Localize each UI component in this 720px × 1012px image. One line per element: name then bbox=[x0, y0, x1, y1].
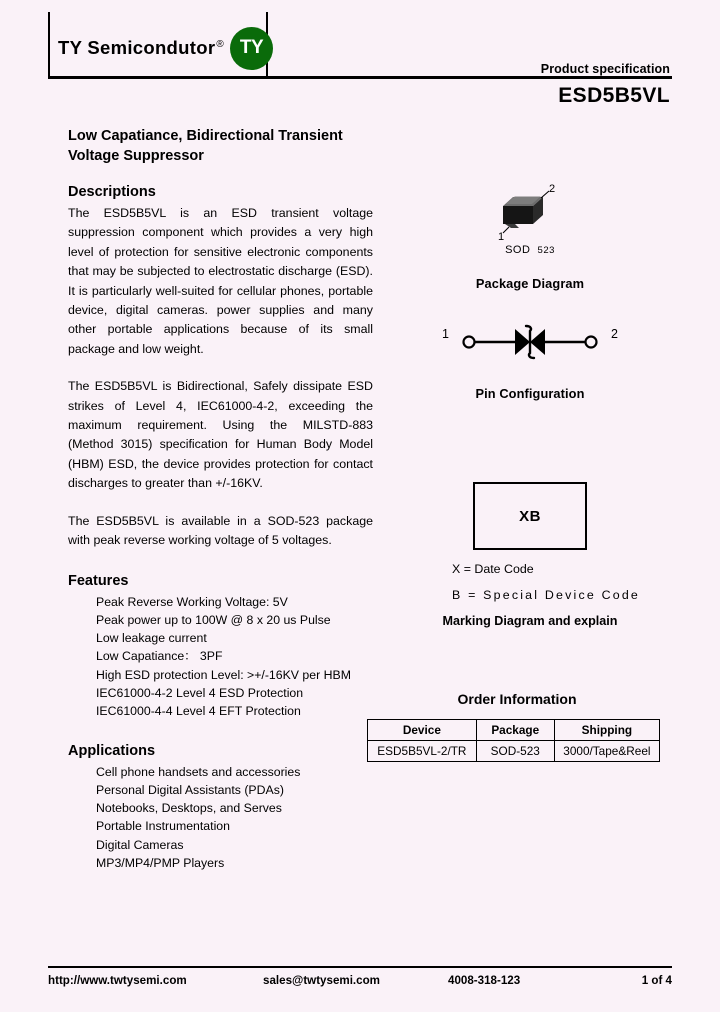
list-item: Low leakage current bbox=[96, 631, 207, 646]
list-item: IEC61000-4-4 Level 4 EFT Protection bbox=[96, 704, 301, 719]
descriptions-heading: Descriptions bbox=[68, 184, 156, 200]
bidirectional-tvs-diode-icon bbox=[442, 318, 618, 366]
logo-badge-icon: TY bbox=[230, 27, 273, 70]
package-name-label: SOD 523 bbox=[505, 244, 555, 256]
applications-list bbox=[68, 763, 373, 873]
list-item: Low Capatiance： 3PF bbox=[96, 649, 223, 664]
sod523-package-icon bbox=[485, 184, 575, 242]
list-item: High ESD protection Level: >+/-16KV per HBM bbox=[96, 667, 351, 682]
svg-text:2: 2 bbox=[549, 184, 556, 195]
order-information-block bbox=[367, 691, 667, 762]
marking-code: XB bbox=[519, 507, 541, 525]
order-information-title: Order Information bbox=[457, 691, 577, 707]
description-paragraph-3: The ESD5B5VL is available in a SOD-523 package with peak reverse working voltage of 5 voltages. bbox=[68, 513, 373, 548]
footer-email-link[interactable]: sales@twtysemi.com bbox=[263, 974, 380, 987]
list-item: Portable Instrumentation bbox=[96, 819, 230, 834]
footer-divider bbox=[48, 966, 672, 968]
table-row bbox=[368, 741, 660, 762]
footer-phone: 4008-318-123 bbox=[448, 974, 521, 987]
list-item: Notebooks, Desktops, and Serves bbox=[96, 801, 282, 816]
marking-code-box bbox=[473, 482, 587, 550]
company-logo bbox=[58, 26, 273, 70]
marking-diagram-block bbox=[380, 482, 680, 628]
list-item: Peak power up to 100W @ 8 x 20 us Pulse bbox=[96, 612, 331, 627]
column-header-device: Device bbox=[368, 720, 477, 741]
description-paragraph-1: The ESD5B5VL is an ESD transient voltage suppression component which provides a very high level of protection for sensitive electronic components that may be subjected to electrostatic discharge (ESD). It is particularly well-suited for cellular phones, portable device, digital cameras. power supplies and many other portable applications because of its small package and low weight. bbox=[68, 206, 373, 356]
marking-diagram-caption: Marking Diagram and explain bbox=[442, 614, 618, 628]
registered-trademark-icon: ® bbox=[216, 38, 224, 50]
list-item: Cell phone handsets and accessories bbox=[96, 764, 301, 779]
pin-configuration-block bbox=[380, 318, 680, 401]
list-item: Digital Cameras bbox=[96, 837, 184, 852]
list-item: IEC61000-4-2 Level 4 ESD Protection bbox=[96, 685, 304, 700]
column-header-package: Package bbox=[476, 720, 554, 741]
features-heading: Features bbox=[68, 572, 129, 589]
product-specification-label: Product specification bbox=[541, 62, 670, 79]
list-item: Personal Digital Assistants (PDAs) bbox=[96, 782, 284, 797]
order-information-table bbox=[367, 719, 660, 762]
list-item: Peak Reverse Working Voltage: 5V bbox=[96, 594, 288, 609]
cell-package: SOD-523 bbox=[476, 741, 554, 762]
features-list bbox=[68, 593, 373, 721]
column-header-shipping: Shipping bbox=[554, 720, 659, 741]
marking-legend-b: B = Special Device Code bbox=[452, 588, 641, 602]
package-diagram-caption: Package Diagram bbox=[475, 276, 585, 291]
description-paragraph-2: The ESD5B5VL is Bidirectional, Safely dissipate ESD strikes of Level 4, IEC61000-4-2, exceeding the maximum requirement. Using the MILSTD-883 (Method 3015) specification for Human Body Model (HBM) ESD, the device provides protection for contact discharges to greater than +/-16KV. bbox=[68, 379, 373, 491]
pin-1-label: 1 bbox=[442, 327, 449, 341]
part-number-title: ESD5B5VL bbox=[558, 84, 670, 107]
company-name: TY Semicondutor® bbox=[58, 37, 224, 58]
pin-2-label: 2 bbox=[611, 327, 618, 341]
cell-shipping: 3000/Tape&Reel bbox=[554, 741, 659, 762]
document-title: Low Capatiance, Bidirectional Transient Voltage Suppressor bbox=[68, 128, 343, 164]
footer-page-number: 1 of 4 bbox=[641, 974, 672, 987]
package-diagram-block bbox=[380, 184, 680, 291]
footer-website-link[interactable]: http://www.twtysemi.com bbox=[48, 974, 187, 987]
left-content-column bbox=[68, 126, 373, 872]
cell-device: ESD5B5VL-2/TR bbox=[368, 741, 477, 762]
list-item: MP3/MP4/PMP Players bbox=[96, 856, 225, 871]
page-footer bbox=[48, 974, 672, 987]
marking-legend-x: X = Date Code bbox=[452, 562, 534, 576]
pin-configuration-caption: Pin Configuration bbox=[475, 386, 585, 401]
svg-text:1: 1 bbox=[498, 231, 505, 242]
applications-heading: Applications bbox=[68, 742, 156, 759]
table-header-row bbox=[368, 720, 660, 741]
